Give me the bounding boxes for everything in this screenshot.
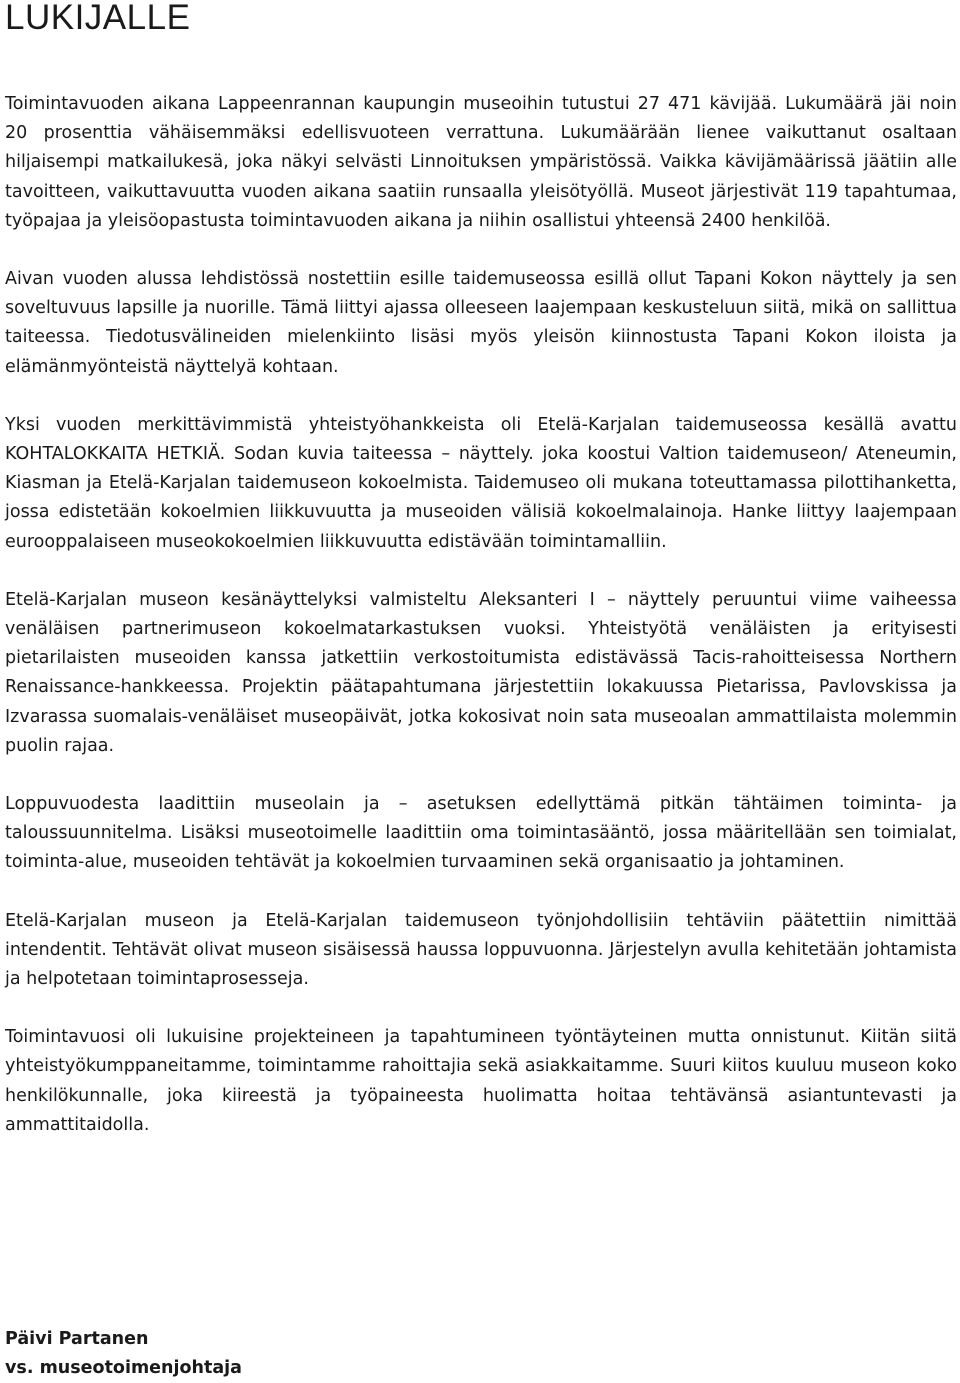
paragraph-operational-plan: Loppuvuodesta laadittiin museolain ja – asetuksen edellyttämä pitkän tähtäimen toiminta- ja taloussuunnitelma. Lisäksi museotoimelle laadittiin oma toimintasääntö, jossa määritellään sen toimialat, toiminta-alue, museoiden tehtävät ja kokoelmien turvaaminen sekä organisaatio ja johtaminen. [5, 794, 957, 873]
paragraph-kokko-exhibition: Aivan vuoden alussa lehdistössä nostettiin esille taidemuseossa esillä ollut Tapani Kokon näyttely ja sen soveltuvuus lapsille ja nuorille. Tämä liittyi ajassa olleeseen laajempaan keskusteluun siitä, mikä on sallittua taiteessa. Tiedotusvälineiden mielenkiinto lisäsi myös yleisön kiinnostusta Tapani Kokon iloista ja elämänmyönteistä näyttelyä kohtaan. [5, 269, 957, 377]
page-title: LUKIJALLE [5, 0, 191, 37]
signature-block [5, 1325, 242, 1383]
paragraph-intendants: Etelä-Karjalan museon ja Etelä-Karjalan taidemuseon työnjohdollisiin tehtäviin päätettiin nimittää intendentit. Tehtävät olivat museon sisäisessä haussa loppuvuonna. Järjestelyn avulla kehitetään johtamista ja helpotetaan toimintaprosesseja. [5, 910, 957, 990]
signature-name: Päivi Partanen [5, 1329, 149, 1349]
body-text [5, 90, 957, 1140]
document-page [5, 0, 957, 1378]
paragraph-visitors: Toimintavuoden aikana Lappeenrannan kaupungin museoihin tutustui 27 471 kävijää. Lukumäärä jäi noin 20 prosenttia vähäisemmäksi edellisvuoteen verrattuna. Lukumäärään lienee vaikuttanut osaltaan hiljaisempi matkailukesä, joka näkyi selvästi Linnoituksen ympäristössä. Vaikka kävijämäärissä jäätiin alle tavoitteen, vaikuttavuutta vuoden aikana saatiin runsaalla yleisötyöllä. Museot järjestivät 119 tapahtumaa, työpajaa ja yleisöopastusta toimintavuoden aikana ja niihin osallistui yhteensä 2400 henkilöä. [5, 94, 957, 231]
signature-role: vs. museotoimenjohtaja [5, 1358, 242, 1378]
paragraph-cooperation-project: Yksi vuoden merkittävimmistä yhteistyöhankkeista oli Etelä-Karjalan taidemuseossa kesällä avattu KOHTALOKKAITA HETKIÄ. Sodan kuvia taiteessa – näyttely. joka koostui Valtion taidemuseon/ Ateneumin, Kiasman ja Etelä-Karjalan taidemuseon kokoelmista. Taidemuseo oli mukana toteuttamassa pilottihanketta, jossa edistetään kokoelmien liikkuvuutta ja museoiden välisiä kokoelmalainoja. Hanke liittyy laajempaan eurooppalaiseen museokokoelmien liikkuvuutta edistävään toimintamalliin. [5, 414, 957, 552]
paragraph-summer-exhibition: Etelä-Karjalan museon kesänäyttelyksi valmisteltu Aleksanteri I – näyttely peruuntui viime vaiheessa venäläisen partnerimuseon kokoelmatarkastuksen vuoksi. Yhteistyötä venäläisten ja erityisesti pietarilaisten museoiden kanssa jatkettiin verkostoitumista edistävässä Tacis-rahoitteisessa Northern Renaissance-hankkeessa. Projektin päätapahtumana järjestettiin lokakuussa Pietarissa, Pavlovskissa ja Izvarassa suomalais-venäläiset museopäivät, jotka kokosivat noin sata museoalan ammattilaista molemmin puolin rajaa. [5, 589, 957, 756]
paragraph-thanks: Toimintavuosi oli lukuisine projekteineen ja tapahtumineen työntäyteinen mutta onnistunut. Kiitän siitä yhteistyökumppaneitamme, toimintamme rahoittajia sekä asiakkaitamme. Suuri kiitos kuuluu museon koko henkilökunnalle, joka kiireestä ja työpaineesta huolimatta hoitaa tehtävänsä asiantuntevasti ja ammattitaidolla. [5, 1027, 957, 1135]
